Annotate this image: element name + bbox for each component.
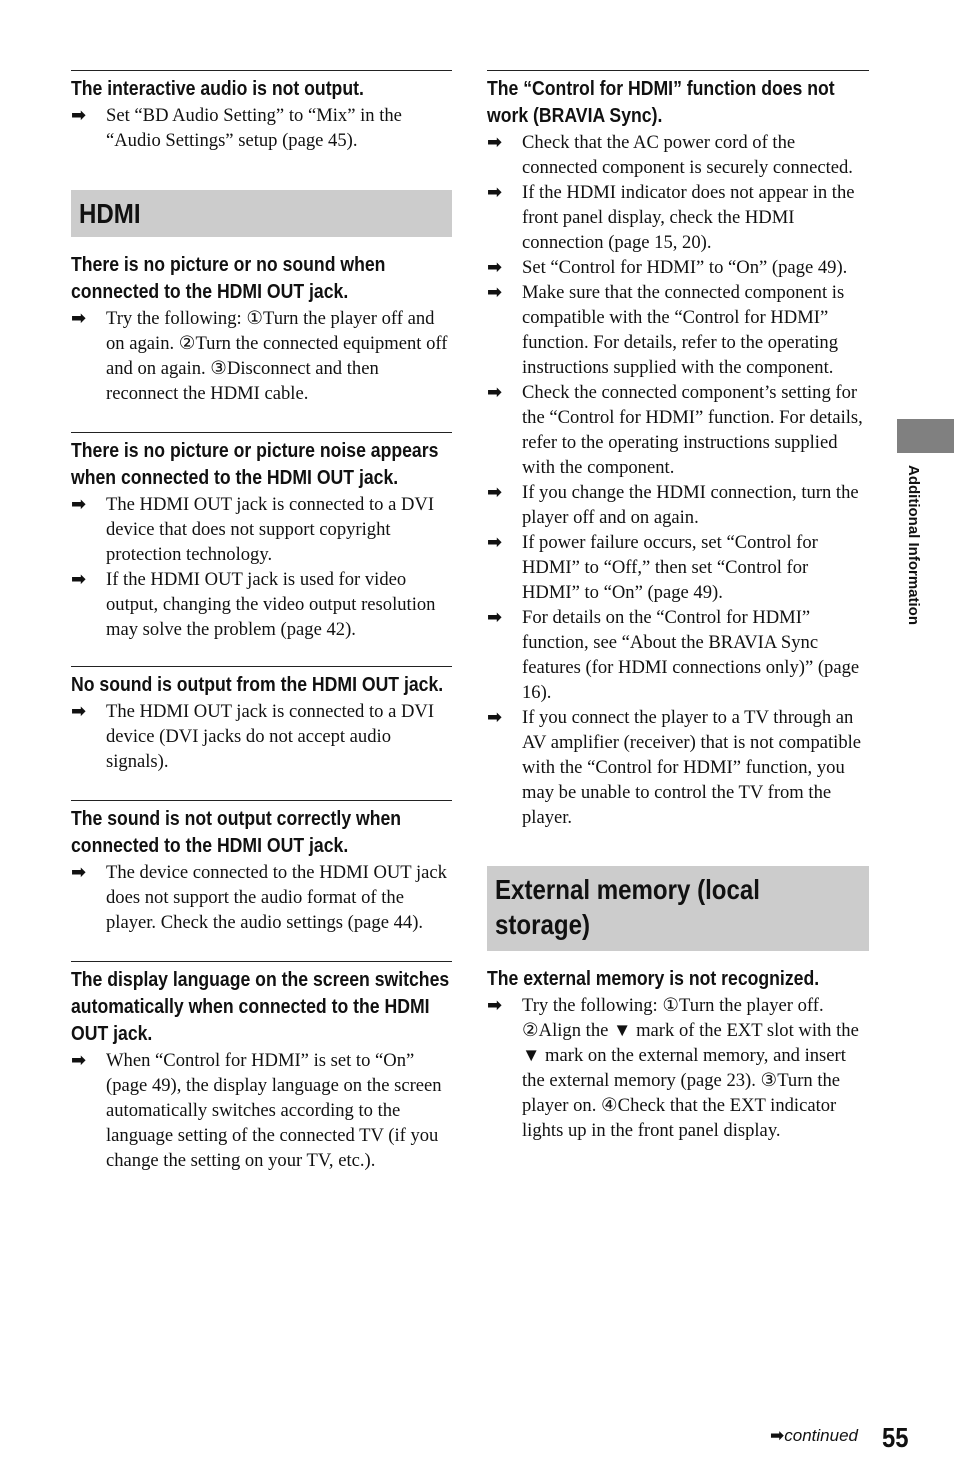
entry-heading: The interactive audio is not output.: [71, 77, 364, 100]
entry-heading: There is no picture or no sound when connected to the HDMI OUT jack.: [71, 253, 386, 303]
entry-no-picture-no-sound: [71, 237, 452, 406]
entry-sound-not-correct: [71, 800, 452, 935]
arrow-right-icon: ➡: [487, 995, 503, 1016]
entry-picture-noise: [71, 432, 452, 642]
continued-label: continued: [784, 1426, 858, 1445]
arrow-right-icon: ➡: [71, 494, 87, 515]
list-item: ➡ If the HDMI indicator does not appear in the front panel display, check the HDMI connection (page 15, 20).: [487, 182, 855, 253]
arrow-right-icon: ➡: [487, 257, 503, 278]
arrow-right-icon: ➡: [487, 382, 503, 403]
continued-indicator: [770, 1426, 858, 1446]
list-item: ➡ Check that the AC power cord of the connected component is securely connected.: [487, 132, 853, 178]
left-column: [71, 70, 452, 1173]
arrow-right-icon: ➡: [487, 532, 503, 553]
entry-interactive-audio: [71, 70, 452, 153]
section-band-hdmi: HDMI: [71, 190, 452, 237]
list-item: ➡ The device connected to the HDMI OUT jack does not support the audio format of the player. Check the audio settings (page 44).: [71, 862, 447, 933]
arrow-right-icon: ➡: [71, 1050, 87, 1071]
list-item: ➡ If you change the HDMI connection, turn the player off and on again.: [487, 482, 859, 528]
entry-no-sound-hdmi: [71, 666, 452, 774]
arrow-right-icon: ➡: [487, 607, 503, 628]
arrow-right-icon: ➡: [71, 569, 87, 590]
list-item: ➡ The HDMI OUT jack is connected to a DVI device (DVI jacks do not accept audio signals).: [71, 701, 435, 772]
arrow-right-icon: ➡: [71, 701, 87, 722]
arrow-right-icon: ➡: [71, 308, 87, 329]
entry-heading: No sound is output from the HDMI OUT jack.: [71, 673, 444, 696]
page-number: 55: [882, 1422, 909, 1453]
entry-display-language: [71, 961, 452, 1173]
arrow-right-icon: ➡: [71, 862, 87, 883]
entry-heading: The display language on the screen switches automatically when connected to the HDMI OUT jack.: [71, 968, 450, 1045]
section-band-external-memory: External memory (local storage): [487, 866, 869, 951]
side-tab-marker: [897, 419, 954, 453]
list-item: ➡ The HDMI OUT jack is connected to a DVI device that does not support copyright protection technology.: [71, 494, 435, 565]
arrow-right-icon: ➡: [770, 1426, 785, 1446]
side-tab-label: Additional Information: [905, 465, 922, 625]
entry-heading: The “Control for HDMI” function does not work (BRAVIA Sync).: [487, 77, 835, 127]
list-item: ➡ Set “BD Audio Setting” to “Mix” in the “Audio Settings” setup (page 45).: [71, 105, 402, 151]
list-item: ➡ Try the following: ①Turn the player off and on again. ②Turn the connected equipment off and on again. ③Disconnect and then reconnect the HDMI cable.: [71, 308, 448, 404]
list-item: ➡ When “Control for HDMI” is set to “On” (page 49), the display language on the screen automatically switches according to the language setting of the connected TV (if you change the setting on your TV, etc.).: [71, 1050, 442, 1171]
list-item: ➡ If you connect the player to a TV through an AV amplifier (receiver) that is not compatible with the “Control for HDMI” function, you may be unable to control the TV from the player.: [487, 707, 862, 828]
arrow-right-icon: ➡: [487, 482, 503, 503]
list-item: ➡ For details on the “Control for HDMI” function, see “About the BRAVIA Sync features (for HDMI connections only)” (page 16).: [487, 607, 860, 703]
list-item: ➡ If power failure occurs, set “Control for HDMI” to “Off,” then set “Control for HDMI” to “On” (page 49).: [487, 532, 818, 603]
arrow-right-icon: ➡: [487, 707, 503, 728]
list-item: ➡ Check the connected component’s setting for the “Control for HDMI” function. For details, refer to the operating instructions supplied with the component.: [487, 382, 863, 478]
entry-external-memory: [487, 951, 869, 1143]
arrow-right-icon: ➡: [487, 182, 503, 203]
arrow-right-icon: ➡: [71, 105, 87, 126]
entry-heading: There is no picture or picture noise appears when connected to the HDMI OUT jack.: [71, 439, 439, 489]
entry-heading: The sound is not output correctly when connected to the HDMI OUT jack.: [71, 807, 402, 857]
list-item: ➡ Make sure that the connected component is compatible with the “Control for HDMI” function. For details, refer to the operating instructions supplied with the component.: [487, 282, 845, 378]
list-item: ➡ If the HDMI OUT jack is used for video output, changing the video output resolution may solve the problem (page 42).: [71, 569, 436, 640]
arrow-right-icon: ➡: [487, 282, 503, 303]
right-column: [487, 70, 869, 1143]
entry-heading: The external memory is not recognized.: [487, 967, 820, 990]
list-item: ➡ Try the following: ①Turn the player off. ②Align the ▼ mark of the EXT slot with the ▼ mark on the external memory, and insert the external memory (page 23). ③Turn the player on. ④Check that the EXT indicator lights up in the front panel display.: [487, 995, 859, 1141]
entry-control-for-hdmi: [487, 70, 869, 830]
arrow-right-icon: ➡: [487, 132, 503, 153]
list-item: ➡ Set “Control for HDMI” to “On” (page 49).: [487, 257, 848, 278]
